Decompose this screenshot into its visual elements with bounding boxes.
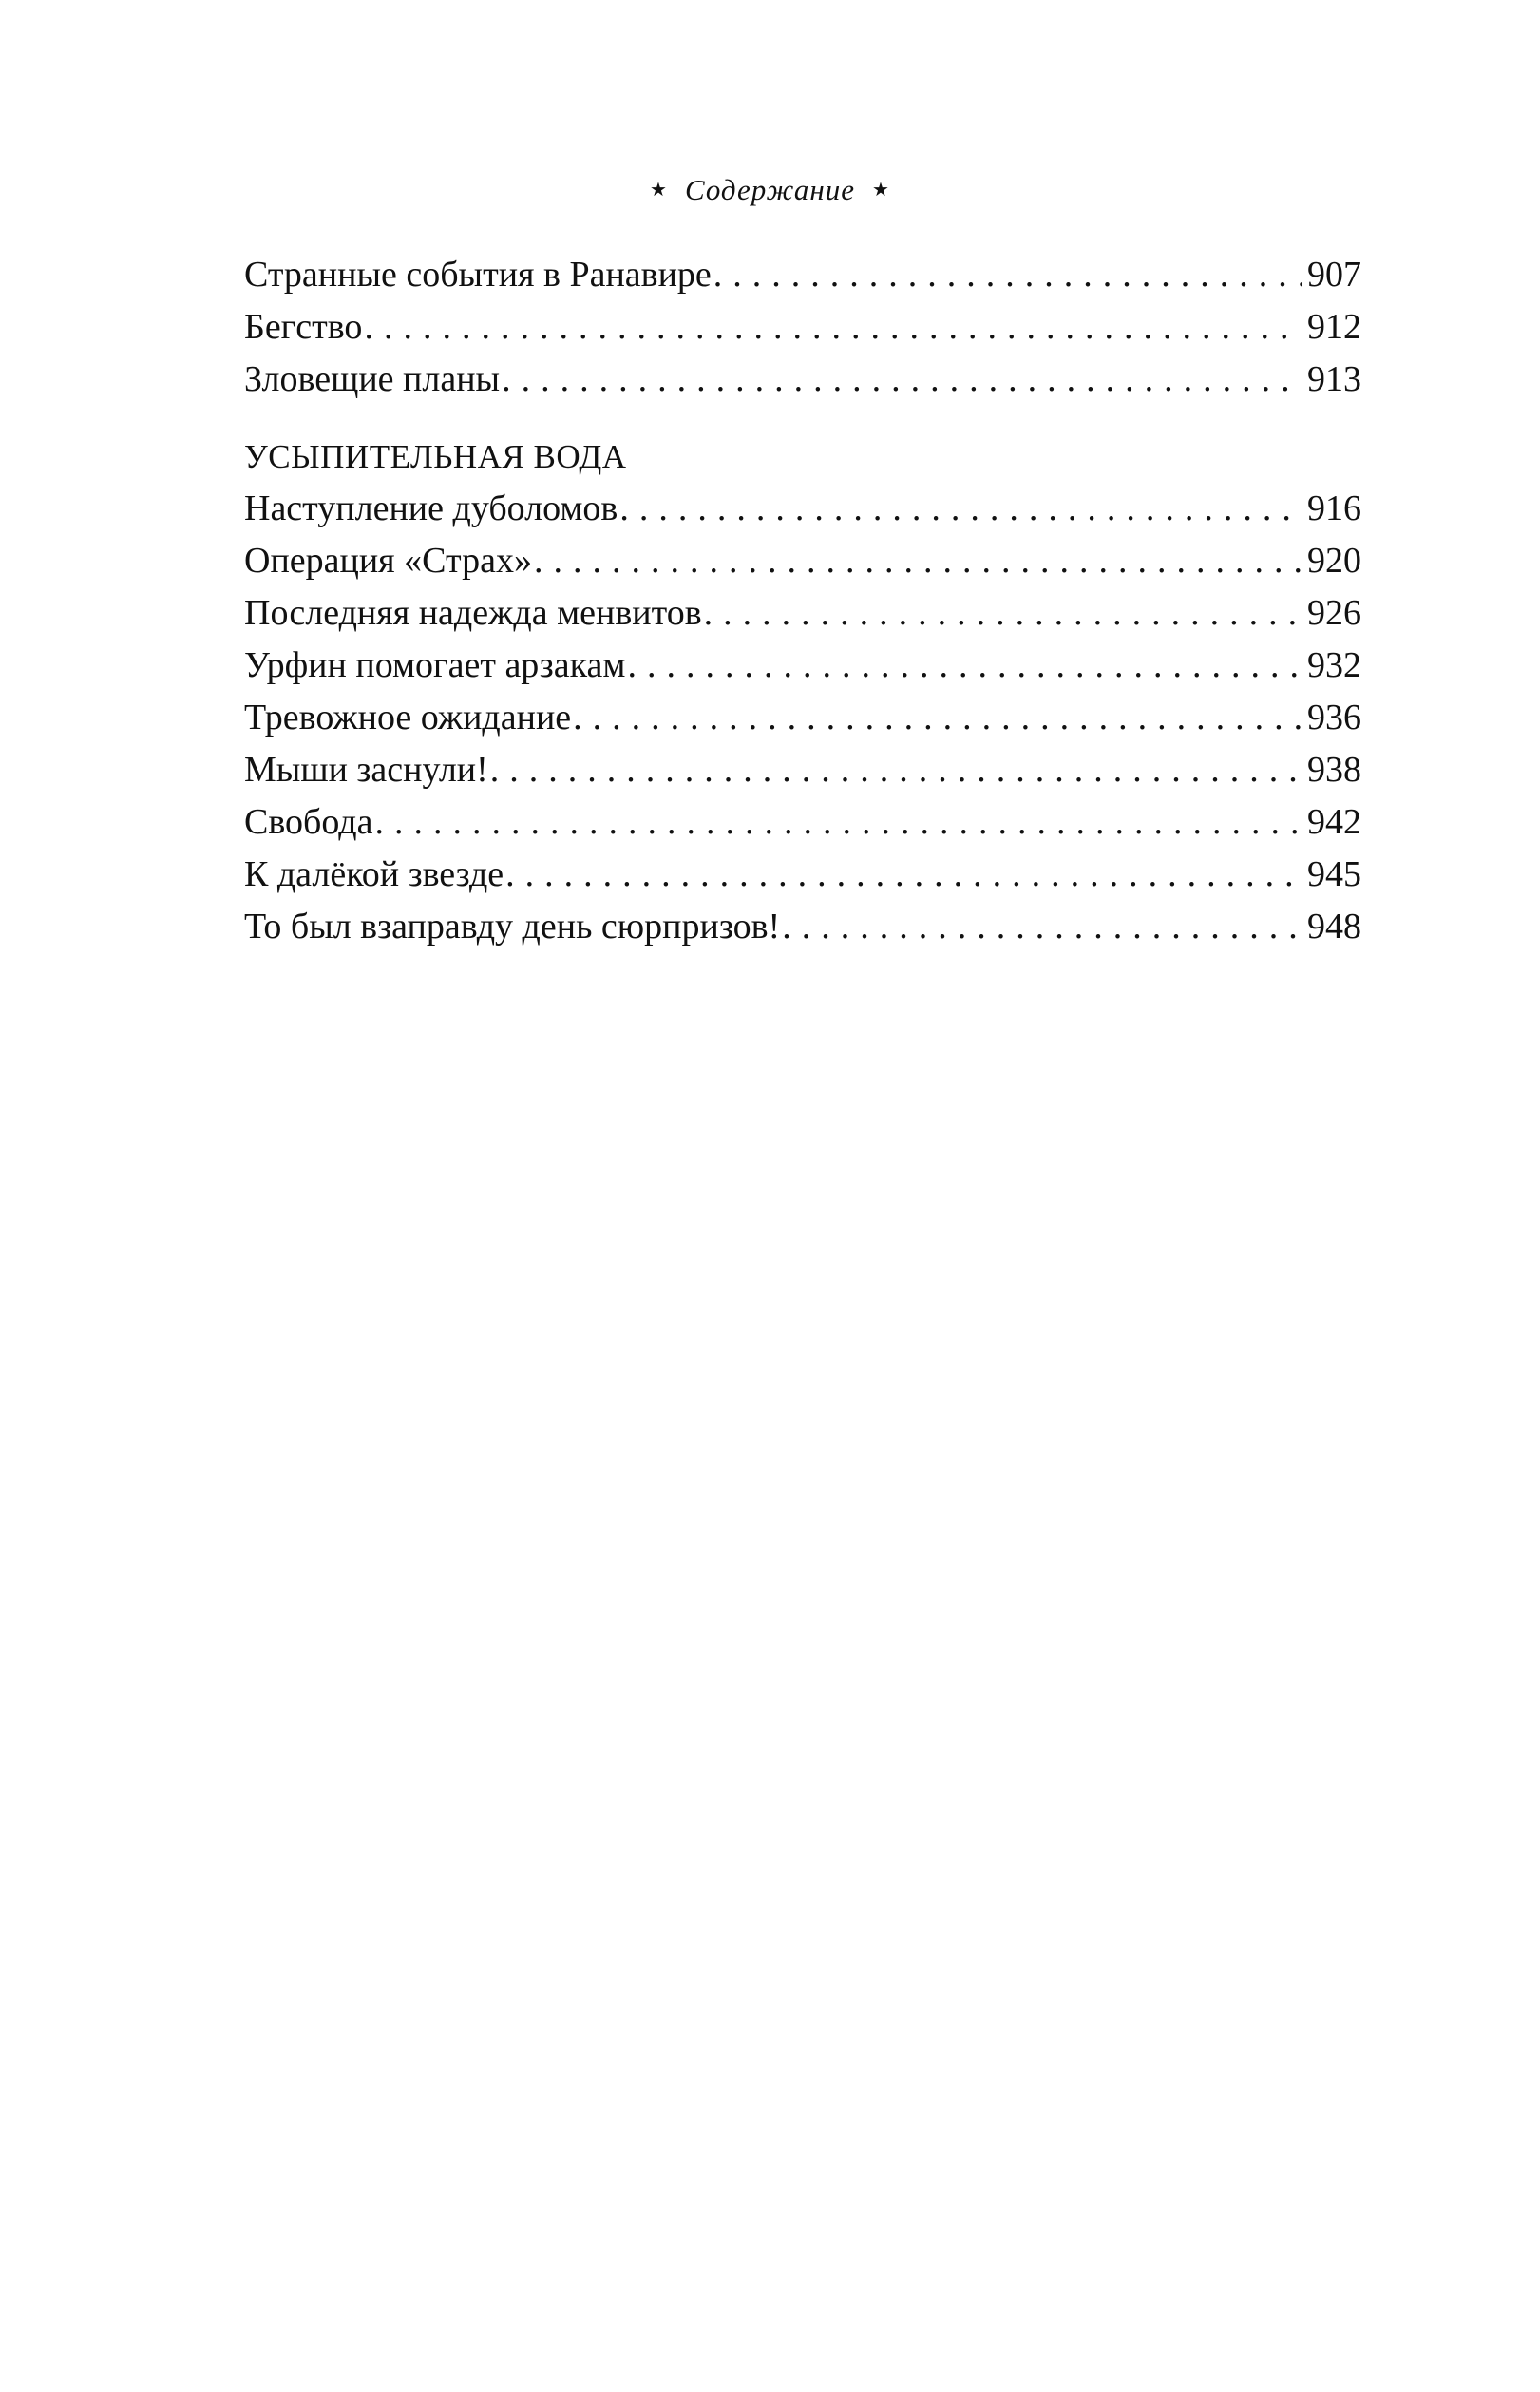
toc-entry[interactable] xyxy=(244,692,1361,744)
toc-entry-page: 936 xyxy=(1307,698,1361,737)
section-spacer xyxy=(244,406,1361,431)
toc-entry-title: Операция «Страх» xyxy=(244,541,532,581)
toc-entry-page: 926 xyxy=(1307,593,1361,633)
dot-leader xyxy=(374,796,1302,849)
toc-entry-title: Мыши заснули! xyxy=(244,750,488,790)
toc-entry[interactable] xyxy=(244,535,1361,587)
toc-entry-page: 932 xyxy=(1307,645,1361,685)
toc-entry-page: 945 xyxy=(1307,854,1361,894)
toc-entry-page: 916 xyxy=(1307,488,1361,528)
dot-leader xyxy=(619,483,1302,535)
toc-entry-title: Последняя надежда менвитов xyxy=(244,593,702,633)
toc-entry-page: 938 xyxy=(1307,750,1361,790)
toc-entry[interactable] xyxy=(244,249,1361,301)
section-heading[interactable]: УСЫПИТЕЛЬНАЯ ВОДА xyxy=(244,438,627,475)
toc-entry-title: Странные события в Ранавире xyxy=(244,255,712,295)
dot-leader xyxy=(713,249,1302,301)
dot-leader xyxy=(782,901,1302,953)
running-head-title: Содержание xyxy=(684,173,856,206)
toc-entry-title: К далёкой звезде xyxy=(244,854,504,894)
toc-entry-title: Наступление дуболомов xyxy=(244,488,618,528)
dot-leader xyxy=(704,587,1302,640)
toc-entry-title: Урфин помогает арзакам xyxy=(244,645,626,685)
dot-leader xyxy=(364,301,1302,354)
toc-entry[interactable] xyxy=(244,901,1361,953)
star-icon-left: ★ xyxy=(650,179,668,201)
toc-entry[interactable] xyxy=(244,744,1361,796)
toc-entry-title: Бегство xyxy=(244,307,363,347)
toc-entry-page: 913 xyxy=(1307,359,1361,399)
toc-entry[interactable] xyxy=(244,640,1361,692)
toc-entry-title: Зловещие планы xyxy=(244,359,501,399)
toc-entry-page: 912 xyxy=(1307,307,1361,347)
toc-entry[interactable] xyxy=(244,849,1361,901)
toc-entry-title: То был взаправду день сюрпризов! xyxy=(244,907,781,947)
toc-entry-page: 942 xyxy=(1307,802,1361,842)
toc-entry-page: 948 xyxy=(1307,907,1361,947)
toc-entry-title: Тревожное ожидание xyxy=(244,698,572,737)
toc-entry-title: Свобода xyxy=(244,802,373,842)
dot-leader xyxy=(490,744,1302,796)
toc-entry[interactable] xyxy=(244,587,1361,640)
running-head xyxy=(0,171,1540,212)
toc-entry-page: 907 xyxy=(1307,255,1361,295)
toc-entry[interactable] xyxy=(244,354,1361,406)
dot-leader xyxy=(502,354,1302,406)
toc-entry-page: 920 xyxy=(1307,541,1361,581)
table-of-contents xyxy=(244,249,1361,953)
toc-entry[interactable] xyxy=(244,483,1361,535)
toc-entry[interactable] xyxy=(244,796,1361,849)
dot-leader xyxy=(534,535,1302,587)
dot-leader xyxy=(573,692,1302,744)
star-icon-right: ★ xyxy=(872,179,890,201)
dot-leader xyxy=(627,640,1302,692)
dot-leader xyxy=(505,849,1302,901)
toc-entry[interactable] xyxy=(244,301,1361,354)
